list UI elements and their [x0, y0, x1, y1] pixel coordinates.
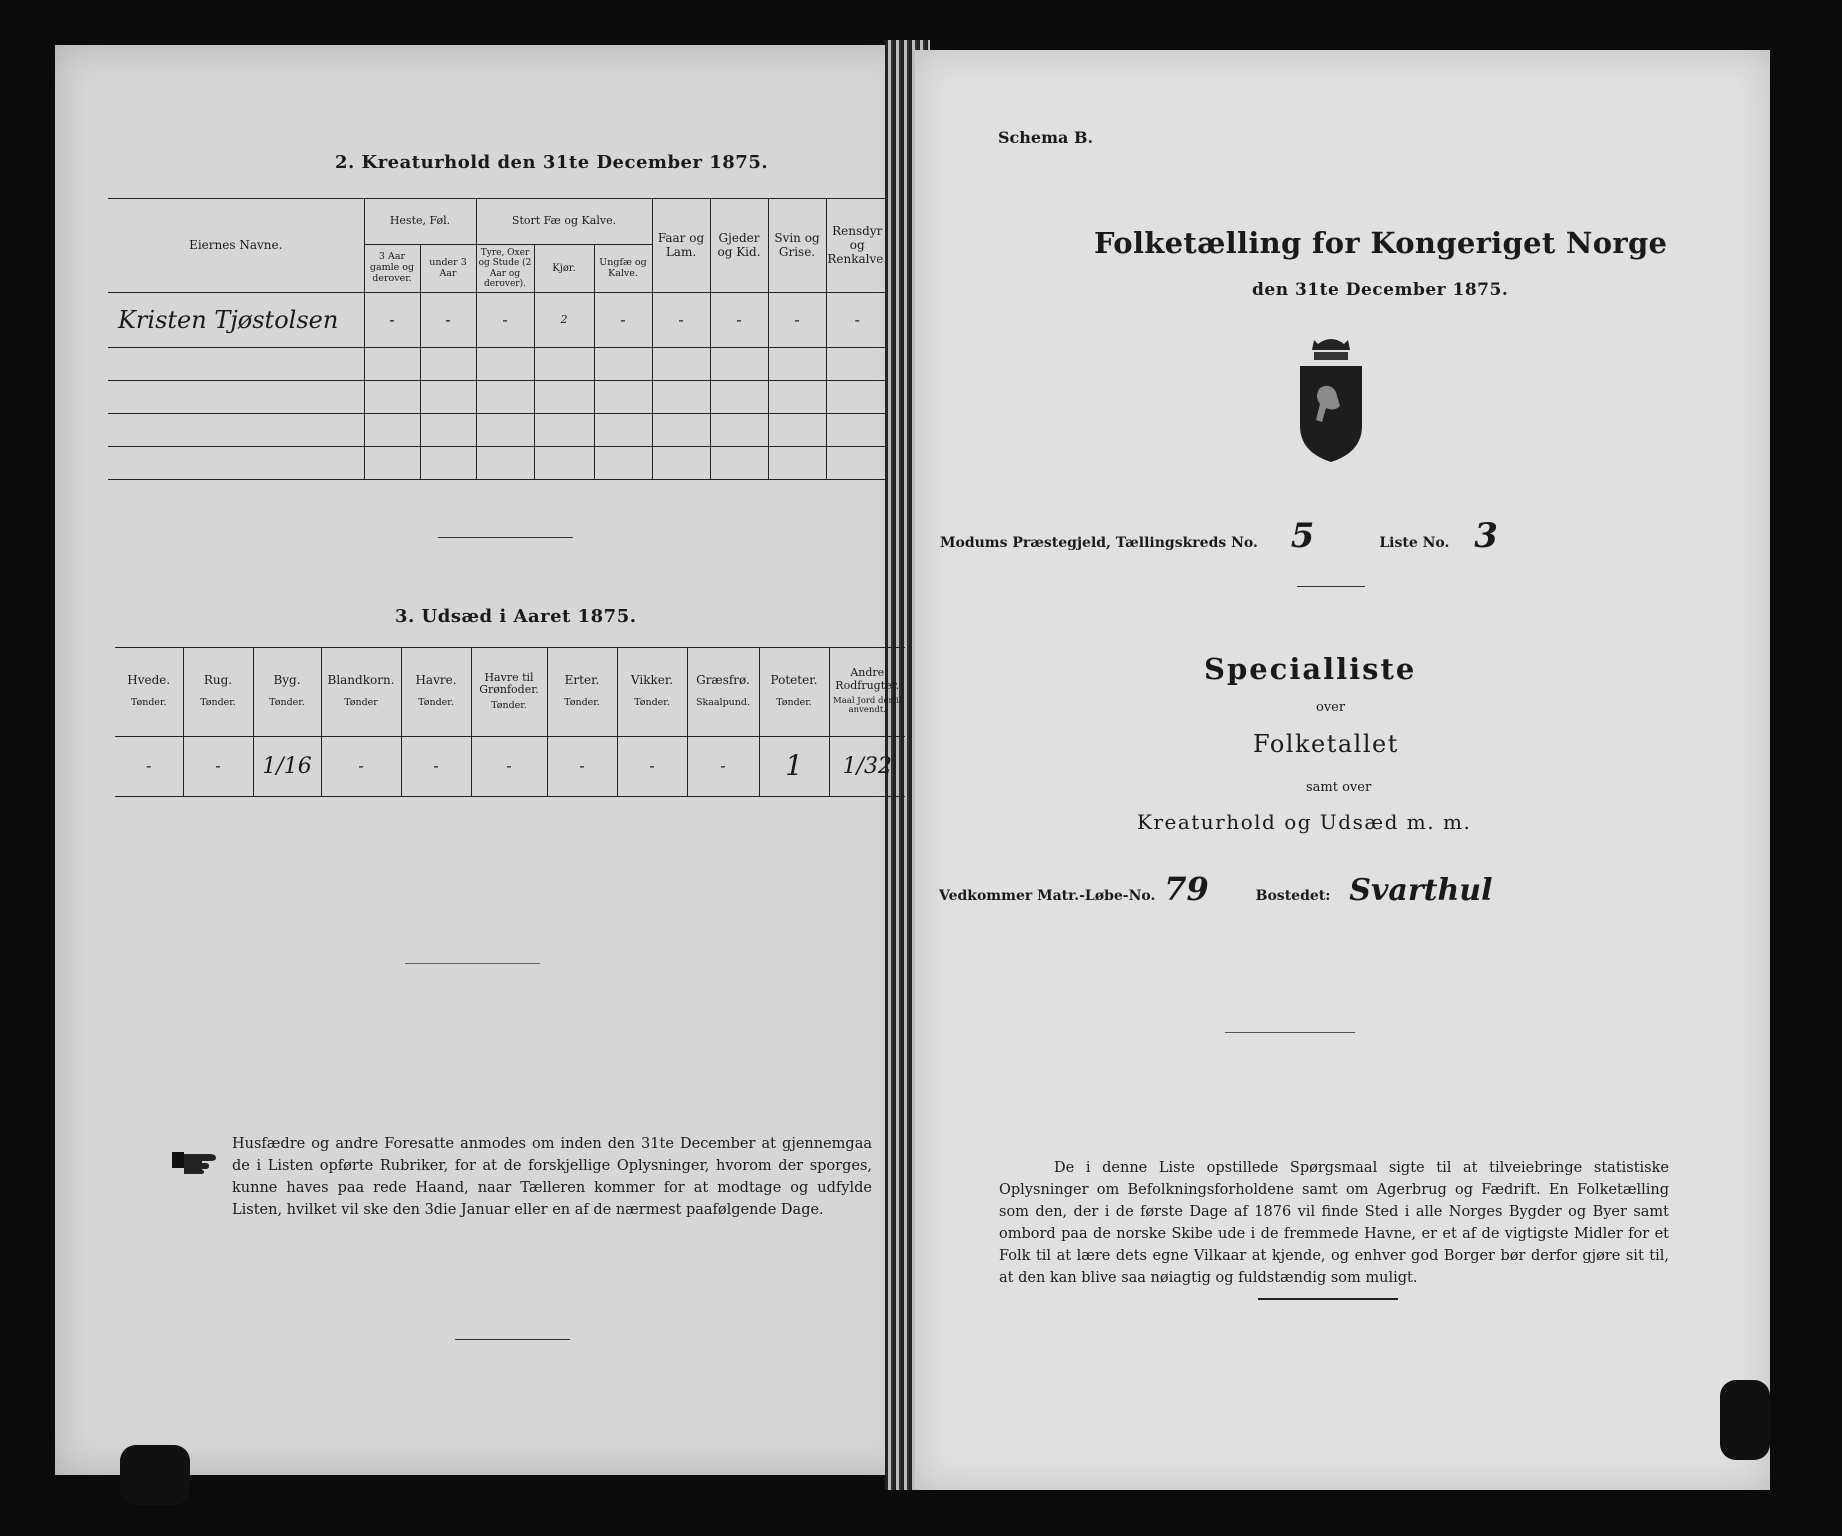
seed-header-unit: Maal Jord dertil anvendt. [833, 695, 902, 716]
matr-line [939, 870, 1493, 908]
seed-header-blandkorn [321, 648, 401, 737]
cell-value: 2 [534, 293, 594, 348]
main-title: Folketælling for Kongeriget Norge [1094, 226, 1668, 260]
seed-header-unit: Tønder. [269, 697, 305, 709]
seed-header-hvede [115, 648, 183, 737]
seed-value: - [687, 736, 759, 796]
pointing-hand-icon [170, 1146, 222, 1174]
prestegjeld-label: Modums Præstegjeld, Tællingskreds No. [940, 535, 1258, 551]
header-faar: Faar og Lam. [652, 199, 710, 293]
sub-stort-a: Tyre, Oxer og Stude (2 Aar og derover). [476, 245, 534, 293]
seed-value: - [183, 736, 253, 796]
sub-heste-a: 3 Aar gamle og derover. [364, 245, 420, 293]
seed-header-name: Vikker. [630, 673, 674, 688]
folketallet-text: Folketallet [1253, 730, 1399, 758]
table-row [108, 381, 888, 414]
seed-header-name: Hvede. [127, 673, 171, 688]
section3-title: 3. Udsæd i Aaret 1875. [395, 606, 637, 627]
seed-header-unit: Tønder. [564, 697, 600, 709]
seed-value: - [115, 736, 183, 796]
seed-value: 1/32 [829, 736, 905, 796]
seed-header-unit: Tønder. [418, 697, 454, 709]
seed-header-havre-gronfoder [471, 648, 547, 737]
sub-heste-b: under 3 Aar [420, 245, 476, 293]
owner-header: Eiernes Navne. [108, 199, 364, 293]
cell-value: - [420, 293, 476, 348]
seed-header-name: Erter. [564, 673, 600, 688]
divider [1225, 1032, 1355, 1033]
seed-value: - [401, 736, 471, 796]
date-line: den 31te December 1875. [1252, 280, 1509, 300]
seed-header-name: Havre til Grønfoder. [479, 670, 539, 697]
divider [1297, 586, 1365, 587]
seed-header-rug [183, 648, 253, 737]
prestegjeld-line [940, 516, 1498, 556]
header-stort-fae: Stort Fæ og Kalve. [476, 199, 652, 245]
seed-header-graesfro [687, 648, 759, 737]
divider [455, 1339, 570, 1340]
matr-label: Vedkommer Matr.-Løbe-No. [939, 888, 1156, 904]
info-paragraph: De i denne Liste opstillede Spørgsmaal sigte til at tilveiebringe statistiske Oplysninger om Befolkningsforholdene samt om Agerbrug og Fædrift. En Folketælling som den, der i de første Dage af 1876 vil finde Sted i alle Norges Bygder og Byer samt ombord paa de norske Skibe ude i de fremmede Havne, er et af de vigtigste Midler for et Folk til at lære dets egne Vilkaar at kjende, og enhver god Borger bør derfor gjøre sit til, at den kan blive saa nøiagtig og fuldstændig som muligt. [999, 1160, 1669, 1286]
notice-text: Husfædre og andre Foresatte anmodes om inden den 31te December at gjennemgaa de i Listen opførte Rubriker, for at de forskjellige Oplysninger, hvorom der sporges, kunne haves paa rede Haand, naar Tælleren kommer for at modtage og udfylde Listen, hvilket vil ske den 3die Januar eller en af de nærmest paafølgende Dage. [232, 1136, 872, 1218]
liste-label: Liste No. [1379, 535, 1450, 551]
over-text: over [1316, 700, 1346, 715]
table-row [108, 293, 888, 348]
seed-header-poteter [759, 648, 829, 737]
cell-value: - [710, 293, 768, 348]
seed-header-name: Rug. [203, 673, 233, 688]
seed-header-unit: Tønder. [776, 697, 812, 709]
cell-value: - [364, 293, 420, 348]
bosted-value: Svarthul [1349, 873, 1493, 908]
table-row [108, 447, 888, 480]
seed-header-unit: Tønder. [634, 697, 670, 709]
seed-header-name: Havre. [415, 673, 457, 688]
section2-title: 2. Kreaturhold den 31te December 1875. [335, 152, 769, 173]
seed-value: - [617, 736, 687, 796]
liste-number: 3 [1474, 516, 1498, 556]
binder-tab-right [1720, 1380, 1770, 1460]
cell-value: - [768, 293, 826, 348]
header-gjeder: Gjeder og Kid. [710, 199, 768, 293]
seed-header-vikker [617, 648, 687, 737]
cell-value: - [476, 293, 534, 348]
specialliste-title: Specialliste [1204, 652, 1417, 686]
seed-header-unit: Tønder [344, 697, 378, 709]
divider [405, 963, 540, 964]
cell-value: - [652, 293, 710, 348]
seed-header-havre [401, 648, 471, 737]
seed-header-name: Græsfrø. [696, 673, 750, 688]
bosted-label: Bostedet: [1255, 888, 1331, 904]
seed-header-name: Poteter. [770, 673, 818, 688]
kreds-number: 5 [1290, 516, 1315, 556]
seed-header-byg [253, 648, 321, 737]
livestock-table [108, 198, 888, 480]
seed-table [115, 647, 905, 797]
seed-value: - [547, 736, 617, 796]
cell-value: - [594, 293, 652, 348]
samt-over-text: samt over [1306, 780, 1372, 795]
matr-number: 79 [1164, 870, 1209, 908]
owner-name: Kristen Tjøstolsen [108, 293, 364, 348]
seed-value: - [471, 736, 547, 796]
coat-of-arms-icon [1296, 338, 1366, 466]
seed-header-name: Blandkorn. [327, 673, 395, 688]
table-row [108, 414, 888, 447]
seed-header-unit: Tønder. [130, 697, 167, 709]
binder-tab-left [120, 1445, 190, 1505]
seed-value: - [321, 736, 401, 796]
table-row [115, 736, 905, 796]
header-svin: Svin og Grise. [768, 199, 826, 293]
seed-header-name: Byg. [273, 673, 301, 688]
cell-value: - [826, 293, 888, 348]
seed-value: 1 [759, 736, 829, 796]
seed-header-unit: Skaalpund. [695, 697, 751, 709]
divider [1258, 1298, 1398, 1300]
header-heste: Heste, Føl. [364, 199, 476, 245]
seed-header-erter [547, 648, 617, 737]
seed-header-andre [829, 648, 905, 737]
seed-header-name: Andre Rodfrugter. [835, 666, 900, 693]
header-rensdyr: Rensdyr og Renkalve. [826, 199, 888, 293]
seed-header-unit: Tønder. [200, 697, 236, 709]
kreaturhold-text: Kreaturhold og Udsæd m. m. [1137, 810, 1472, 834]
divider [438, 537, 573, 538]
table-row [108, 348, 888, 381]
seed-header-unit: Tønder. [491, 699, 527, 711]
sub-stort-c: Ungfæ og Kalve. [594, 245, 652, 293]
sub-stort-b: Kjør. [534, 245, 594, 293]
schema-label: Schema B. [998, 128, 1094, 147]
seed-value: 1/16 [253, 736, 321, 796]
